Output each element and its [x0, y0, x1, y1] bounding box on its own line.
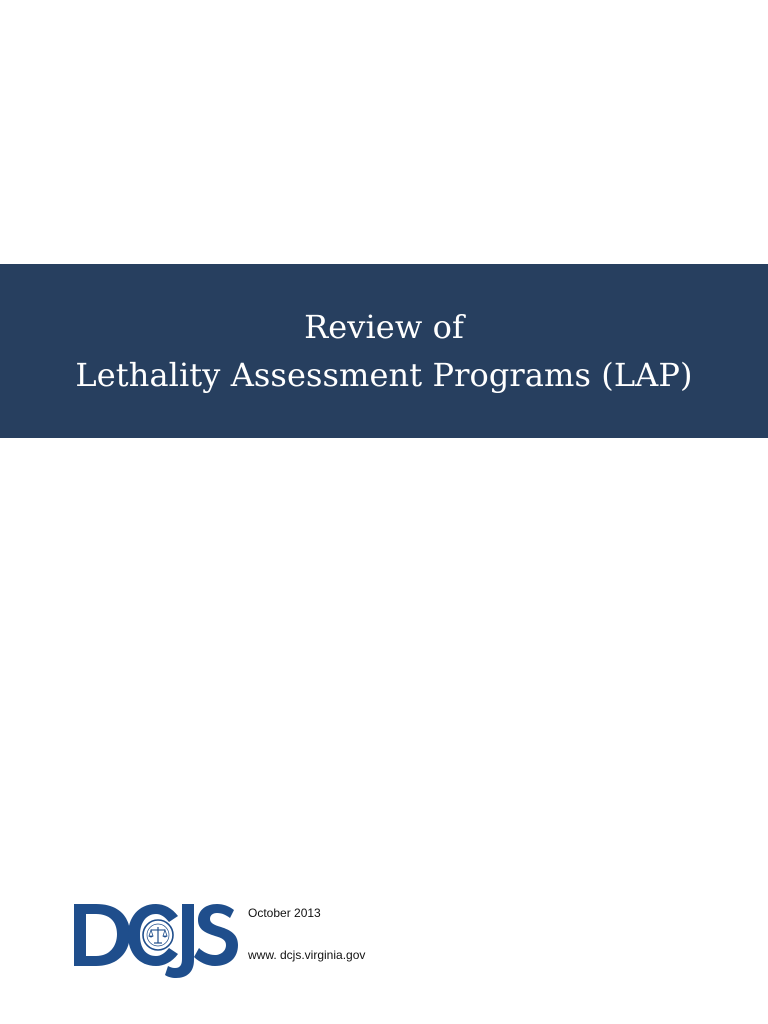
report-title-line-1: Review of	[304, 308, 464, 346]
dcjs-logo-graphic	[72, 898, 240, 978]
title-band	[0, 264, 768, 438]
report-date: October 2013	[248, 906, 321, 920]
website-url: www. dcjs.virginia.gov	[248, 948, 366, 962]
dcjs-seal-icon	[143, 920, 173, 950]
dcjs-logo	[72, 898, 240, 978]
report-title-line-2: Lethality Assessment Programs (LAP)	[75, 356, 693, 394]
